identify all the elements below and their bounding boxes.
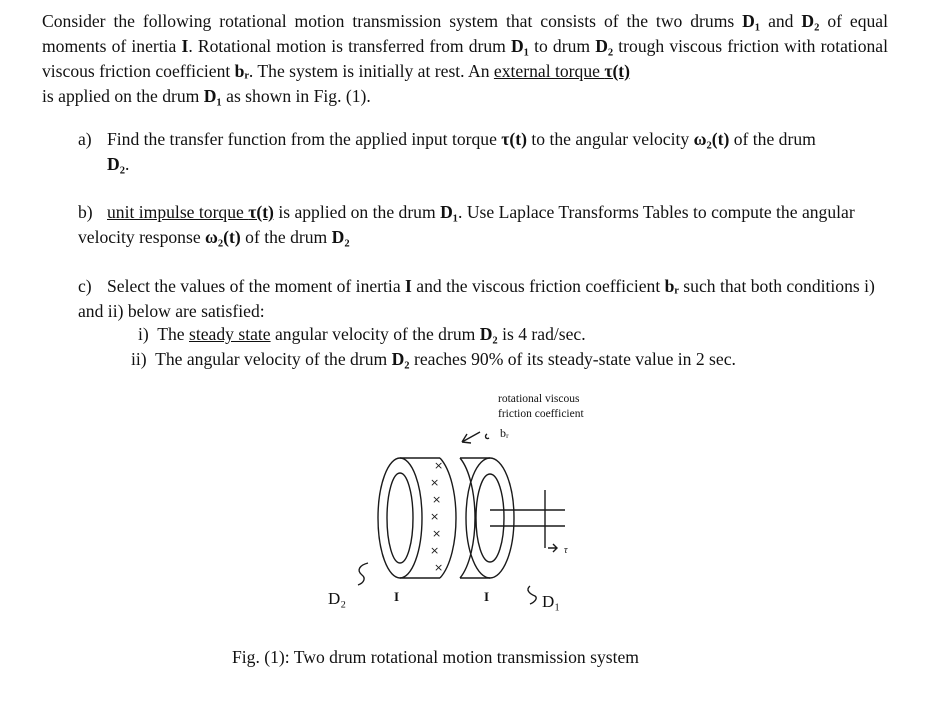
figure-label-tau: τ (564, 545, 568, 556)
figure-label-br: bᵣ (500, 426, 509, 440)
question-b-label: b) (78, 202, 93, 222)
torque-arrow-icon (548, 544, 557, 552)
drum-d2-inner-face (387, 473, 413, 563)
question-b: b) unit impulse torque τ(t) is applied on the drum D₁. Use Laplace Transforms Tables to compute the angular velocity response ω₂(t) of the drum D₂ (78, 202, 855, 247)
figure-label-line2: friction coefficient (498, 408, 584, 420)
figure-label-d2: D₂ (328, 589, 347, 608)
shaft (490, 510, 565, 526)
unit-impulse-underlined: unit impulse torque τ(t) (107, 202, 274, 222)
x-mark: × (432, 527, 442, 540)
drum-d1-front-face (466, 458, 514, 578)
drum-d1-inner-face (476, 474, 504, 562)
condition-ii: ii) The angular velocity of the drum D₂ reaches 90% of its steady-state value in 2 sec. (131, 349, 736, 369)
question-c: c) Select the values of the moment of inertia I and the viscous friction coefficient bᵣ such that both conditions i) and ii) below are satisfied: (78, 276, 875, 321)
x-mark: × (430, 510, 440, 523)
x-mark: × (432, 493, 442, 506)
question-a-label: a) (78, 129, 92, 149)
figure-label-d1: D₁ (542, 592, 561, 611)
question-c-label: c) (78, 276, 92, 296)
drum-d2-back-face (378, 458, 422, 578)
x-mark: × (430, 544, 440, 557)
x-mark: × (430, 476, 440, 489)
figure-caption: Fig. (1): Two drum rotational motion transmission system (232, 647, 639, 667)
d1-rotation-squiggle-icon (528, 586, 536, 604)
question-a: a) Find the transfer function from the applied input torque τ(t) to the angular velocity ω₂(t) of the drum D₂. (78, 129, 816, 174)
figure-label-i-right: I (484, 589, 490, 604)
condition-i: i) The steady state angular velocity of the drum D₂ is 4 rad/sec. (138, 324, 586, 344)
friction-arrow-icon (462, 432, 480, 443)
figure-label-line1: rotational viscous (498, 393, 580, 405)
viscous-x-marks (430, 459, 443, 574)
intro-paragraph: Consider the following rotational motion transmission system that consists of the two drums D₁ and D₂ of equal moments of inertia I. Rotational motion is transferred from drum D₁ to drum D₂ trough viscous friction with rotational viscous friction coefficient bᵣ. The system is initially at rest. An external torque τ(t) is applied on the drum D₁ as shown in Fig. (1). (42, 11, 888, 106)
friction-squiggle-icon (486, 434, 489, 439)
x-mark: × (434, 561, 444, 574)
d2-rotation-squiggle-icon (358, 563, 368, 585)
external-torque-underlined: external torque τ(t) (493, 61, 631, 81)
figure-label-i-left: I (394, 589, 400, 604)
drum-d2-front-edge (440, 458, 456, 578)
x-mark: × (434, 459, 444, 472)
